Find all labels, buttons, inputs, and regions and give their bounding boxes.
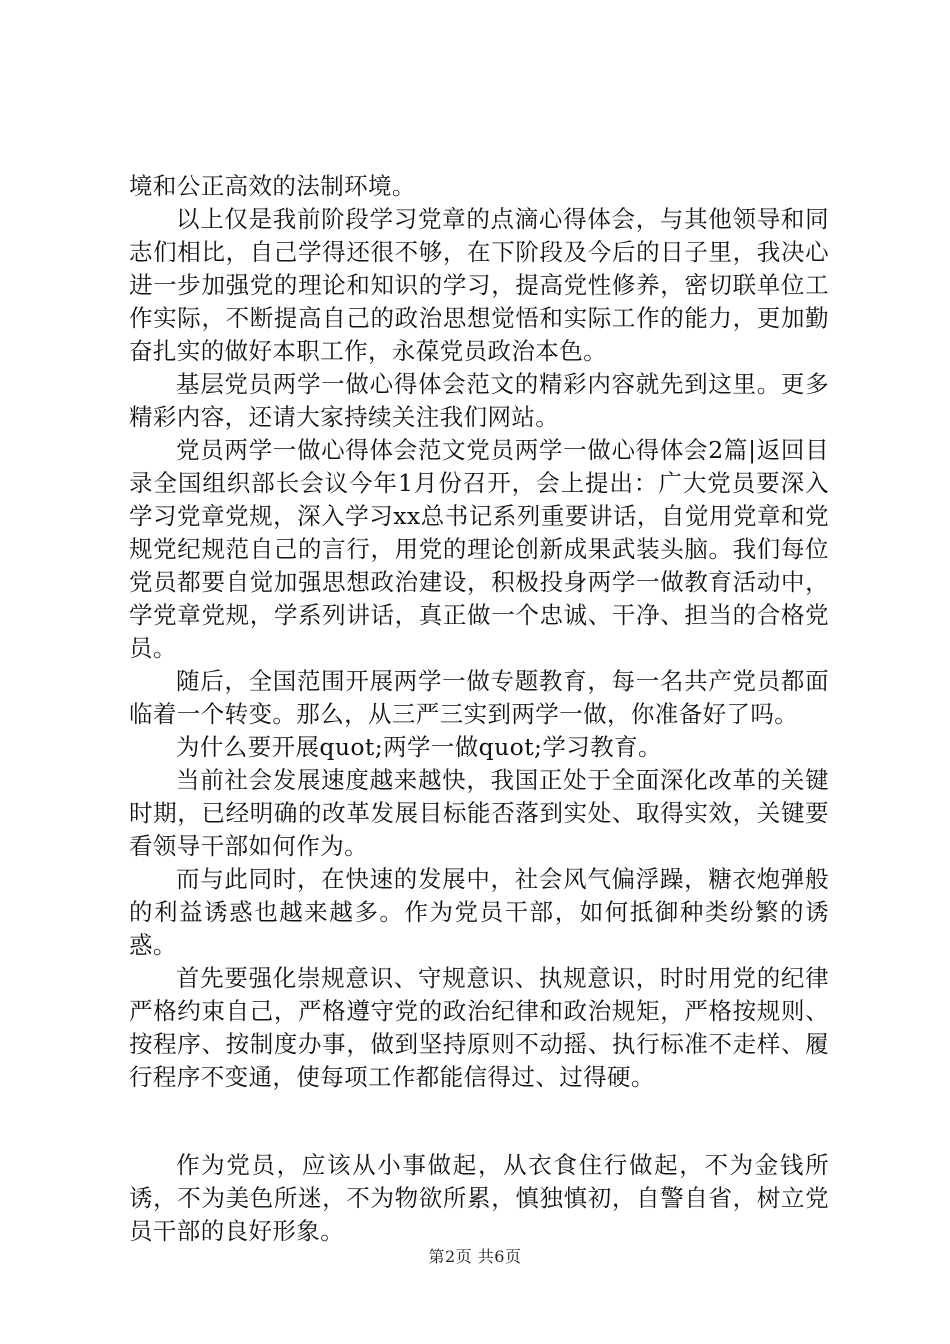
paragraph-2: 以上仅是我前阶段学习党章的点滴心得体会，与其他领导和同志们相比，自己学得还很不够，在下阶段及今后的日子里，我决心进一步加强党的理论和知识的学习，提高党性修养，密切联单位工作实际，不断提高自己的政治思想觉悟和实际工作的能力，更加勤奋扎实的做好本职工作，永葆党员政治本色。 [129,205,829,365]
page-number: 第2页 [428,1247,473,1266]
paragraph-10: 作为党员，应该从小事做起，从衣食住行做起，不为金钱所诱，不为美色所迷，不为物欲所累，慎独慎初，自警自省，树立党员干部的良好形象。 [129,1151,829,1245]
document-body [129,170,829,1248]
paragraph-4: 党员两学一做心得体会范文党员两学一做心得体会2篇|返回目录全国组织部长会议今年1月份召开，会上提出：广大党员要深入学习党章党规，深入学习xx总书记系列重要讲话，自觉用党章和党规党纪规范自己的言行，用党的理论创新成果武装头脑。我们每位党员都要自觉加强思想政治建设，积极投身两学一做教育活动中，学党章党规，学系列讲话，真正做一个忠诚、干净、担当的合格党员。 [129,436,829,662]
page-total: 共6页 [477,1247,522,1266]
page-footer [0,1244,950,1267]
paragraph-5: 随后，全国范围开展两学一做专题教育，每一名共产党员都面临着一个转变。那么，从三严三实到两学一做，你准备好了吗。 [129,667,829,728]
paragraph-6: 为什么要开展quot;两学一做quot;学习教育。 [176,733,662,761]
paragraph-1: 境和公正高效的法制环境。 [129,172,416,200]
paragraph-spacer [129,1094,829,1149]
paragraph-7: 当前社会发展速度越来越快，我国正处于全面深化改革的关键时期，已经明确的改革发展目标能否落到实处、取得实效，关键要看领导干部如何作为。 [129,766,829,860]
paragraph-9: 首先要强化崇规意识、守规意识、执规意识，时时用党的纪律严格约束自己，严格遵守党的政治纪律和政治规矩，严格按规则、按程序、按制度办事，做到坚持原则不动摇、执行标准不走样、履行程序不变通，使每项工作都能信得过、过得硬。 [129,964,829,1091]
paragraph-3: 基层党员两学一做心得体会范文的精彩内容就先到这里。更多精彩内容，还请大家持续关注我们网站。 [129,370,829,431]
paragraph-8: 而与此同时，在快速的发展中，社会风气偏浮躁，糖衣炮弹般的利益诱惑也越来越多。作为党员干部，如何抵御种类纷繁的诱惑。 [129,865,829,959]
